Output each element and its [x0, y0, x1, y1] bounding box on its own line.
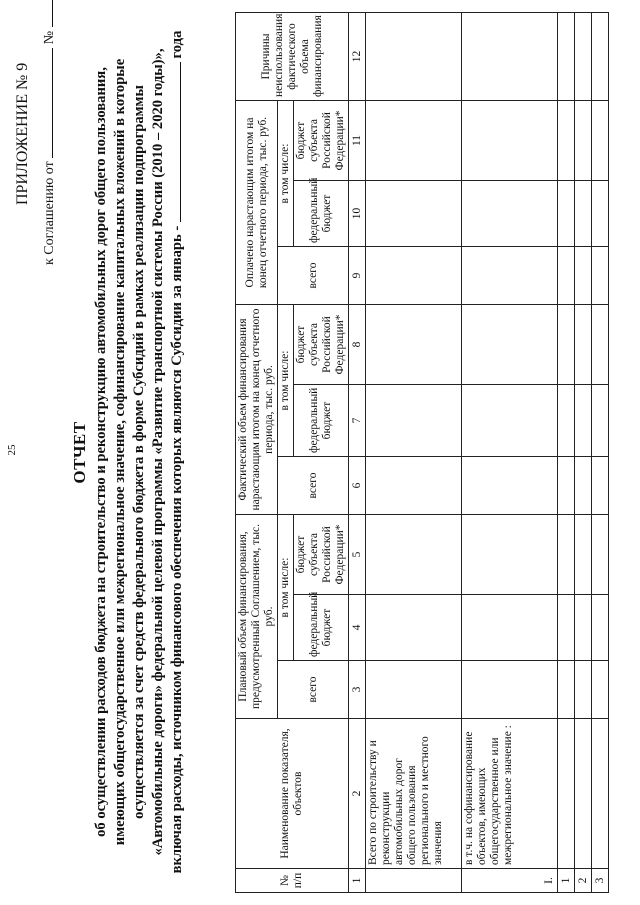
cell-planned-total[interactable]	[575, 661, 592, 719]
heading-line-2: имеющих общегосударственное или межрегиональное значение, софинансирование капитальных вложений в которые	[112, 58, 128, 846]
cell-planned-total[interactable]	[462, 661, 558, 719]
column-number: 6	[349, 457, 366, 515]
cell-actual-federal[interactable]	[558, 385, 575, 457]
header-reasons: Причины неиспользования фактического объема финансирования	[236, 12, 349, 100]
report-heading	[92, 7, 187, 897]
header-paid: Оплачено нарастающим итогом на конец отчетного периода, тыс. руб.	[236, 100, 278, 304]
cell-planned-total[interactable]	[558, 661, 575, 719]
header-actual-total: всего	[278, 457, 349, 515]
header-planned: Плановый объем финансирования, предусмотренный Соглашением, тыс. руб.	[236, 515, 278, 719]
cell-actual-federal[interactable]	[575, 385, 592, 457]
heading-line-4: «Автомобильные дороги» федеральной целевой программы «Развитие транспортной системы России (2010 – 2020 годы)»,	[150, 48, 166, 856]
cell-planned-regional[interactable]	[592, 515, 609, 595]
report-title: ОТЧЕТ	[70, 421, 89, 484]
column-number: 7	[349, 385, 366, 457]
column-number: 1	[349, 869, 366, 893]
cell-paid-total[interactable]	[575, 246, 592, 304]
row-name[interactable]	[592, 719, 609, 869]
cell-paid-federal[interactable]	[592, 180, 609, 246]
cell-actual-total[interactable]	[575, 457, 592, 515]
agreement-number-sign: №	[42, 30, 57, 45]
cell-paid-total[interactable]	[366, 246, 462, 304]
cell-actual-total[interactable]	[462, 457, 558, 515]
page-number: 25	[6, 444, 18, 456]
header-planned-regional: бюджет субъекта Российской Федерации*	[294, 515, 349, 595]
cell-paid-regional[interactable]	[366, 100, 462, 180]
cell-paid-federal[interactable]	[462, 180, 558, 246]
row-name[interactable]	[575, 719, 592, 869]
table-row	[558, 12, 575, 892]
header-planned-federal: федеральный бюджет	[294, 595, 349, 661]
agreement-number-blank	[40, 0, 53, 27]
cell-planned-federal[interactable]	[592, 595, 609, 661]
row-no[interactable]: 3	[592, 869, 609, 893]
cell-paid-total[interactable]	[462, 246, 558, 304]
cell-planned-regional[interactable]	[558, 515, 575, 595]
cell-planned-regional[interactable]	[575, 515, 592, 595]
cell-planned-total[interactable]	[366, 661, 462, 719]
agreement-prefix: к Соглашению от	[42, 161, 57, 265]
cell-reasons[interactable]	[592, 12, 609, 100]
cell-reasons[interactable]	[558, 12, 575, 100]
heading-line-1: об осуществлении расходов бюджета на строительство и реконструкцию автомобильных дорог общего пользования,	[93, 67, 109, 837]
cell-actual-regional[interactable]	[462, 304, 558, 384]
row-no[interactable]: I.	[462, 869, 558, 893]
table-row	[592, 12, 609, 892]
heading-line-3: осуществляется за счет средств федерального бюджета в форме Субсидий в рамках реализации подпрограммы	[131, 85, 147, 819]
cell-paid-regional[interactable]	[558, 100, 575, 180]
column-number: 8	[349, 304, 366, 384]
cell-paid-regional[interactable]	[592, 100, 609, 180]
cell-actual-total[interactable]	[592, 457, 609, 515]
header-paid-regional: бюджет субъекта Российской Федерации*	[294, 100, 349, 180]
cell-paid-federal[interactable]	[575, 180, 592, 246]
header-paid-including: в том числе:	[278, 100, 294, 246]
cell-planned-federal[interactable]	[366, 595, 462, 661]
header-paid-total: всего	[278, 246, 349, 304]
table-row-total	[366, 12, 462, 892]
cell-reasons[interactable]	[575, 12, 592, 100]
cell-planned-regional[interactable]	[366, 515, 462, 595]
column-number: 5	[349, 515, 366, 595]
cell-actual-total[interactable]	[558, 457, 575, 515]
cell-actual-federal[interactable]	[366, 385, 462, 457]
column-number: 4	[349, 595, 366, 661]
header-paid-federal: федеральный бюджет	[294, 180, 349, 246]
cell-actual-regional[interactable]	[558, 304, 575, 384]
cell-paid-total[interactable]	[592, 246, 609, 304]
row-no[interactable]: 2	[575, 869, 592, 893]
row-name[interactable]	[558, 719, 575, 869]
column-number: 2	[349, 719, 366, 869]
cell-planned-regional[interactable]	[462, 515, 558, 595]
cell-actual-federal[interactable]	[462, 385, 558, 457]
header-row-groups	[236, 12, 278, 892]
heading-year: года	[169, 30, 185, 59]
table-row-including	[462, 12, 558, 892]
cell-planned-total[interactable]	[592, 661, 609, 719]
row-no[interactable]	[366, 869, 462, 893]
cell-actual-federal[interactable]	[592, 385, 609, 457]
cell-paid-regional[interactable]	[575, 100, 592, 180]
cell-paid-federal[interactable]	[366, 180, 462, 246]
cell-actual-regional[interactable]	[575, 304, 592, 384]
row-no[interactable]: 1	[558, 869, 575, 893]
heading-line-5	[168, 7, 187, 897]
row-name[interactable]: Всего по строительству и реконструкции автомобильных дорог общего пользования регионального и местного значения	[366, 719, 462, 869]
cell-planned-federal[interactable]	[462, 595, 558, 661]
header-planned-including: в том числе:	[278, 515, 294, 661]
table-row	[575, 12, 592, 892]
agreement-reference	[40, 0, 58, 265]
header-no: № п/п	[236, 869, 349, 893]
appendix-label: ПРИЛОЖЕНИЕ № 9	[14, 62, 31, 205]
agreement-date-blank	[40, 48, 53, 158]
report-table	[235, 12, 609, 893]
header-actual-including: в том числе:	[278, 304, 294, 456]
column-number: 10	[349, 180, 366, 246]
column-number: 3	[349, 661, 366, 719]
cell-planned-federal[interactable]	[558, 595, 575, 661]
column-number-row	[349, 12, 366, 892]
row-name[interactable]: в т.ч. на софинансирование объектов, имеющих общегосударственное или межрегиональное значение :	[462, 719, 558, 869]
header-planned-total: всего	[278, 661, 349, 719]
cell-planned-federal[interactable]	[575, 595, 592, 661]
cell-reasons[interactable]	[366, 12, 462, 100]
cell-paid-total[interactable]	[558, 246, 575, 304]
period-blank	[168, 62, 181, 222]
column-number: 9	[349, 246, 366, 304]
heading-line-5-text: включая расходы, источником финансового обеспечения которых являются Субсидии за январь -	[169, 225, 185, 874]
column-number: 12	[349, 12, 366, 100]
header-name: Наименование показателя, объектов	[236, 719, 349, 869]
cell-reasons[interactable]	[462, 12, 558, 100]
cell-paid-regional[interactable]	[462, 100, 558, 180]
cell-actual-total[interactable]	[366, 457, 462, 515]
cell-actual-regional[interactable]	[366, 304, 462, 384]
cell-paid-federal[interactable]	[558, 180, 575, 246]
header-actual-regional: бюджет субъекта Российской Федерации*	[294, 304, 349, 384]
header-actual-federal: федеральный бюджет	[294, 385, 349, 457]
cell-actual-regional[interactable]	[592, 304, 609, 384]
column-number: 11	[349, 100, 366, 180]
header-actual: Фактический объем финансирования нарастающим итогом на конец отчетного периода, тыс. руб.	[236, 304, 278, 514]
